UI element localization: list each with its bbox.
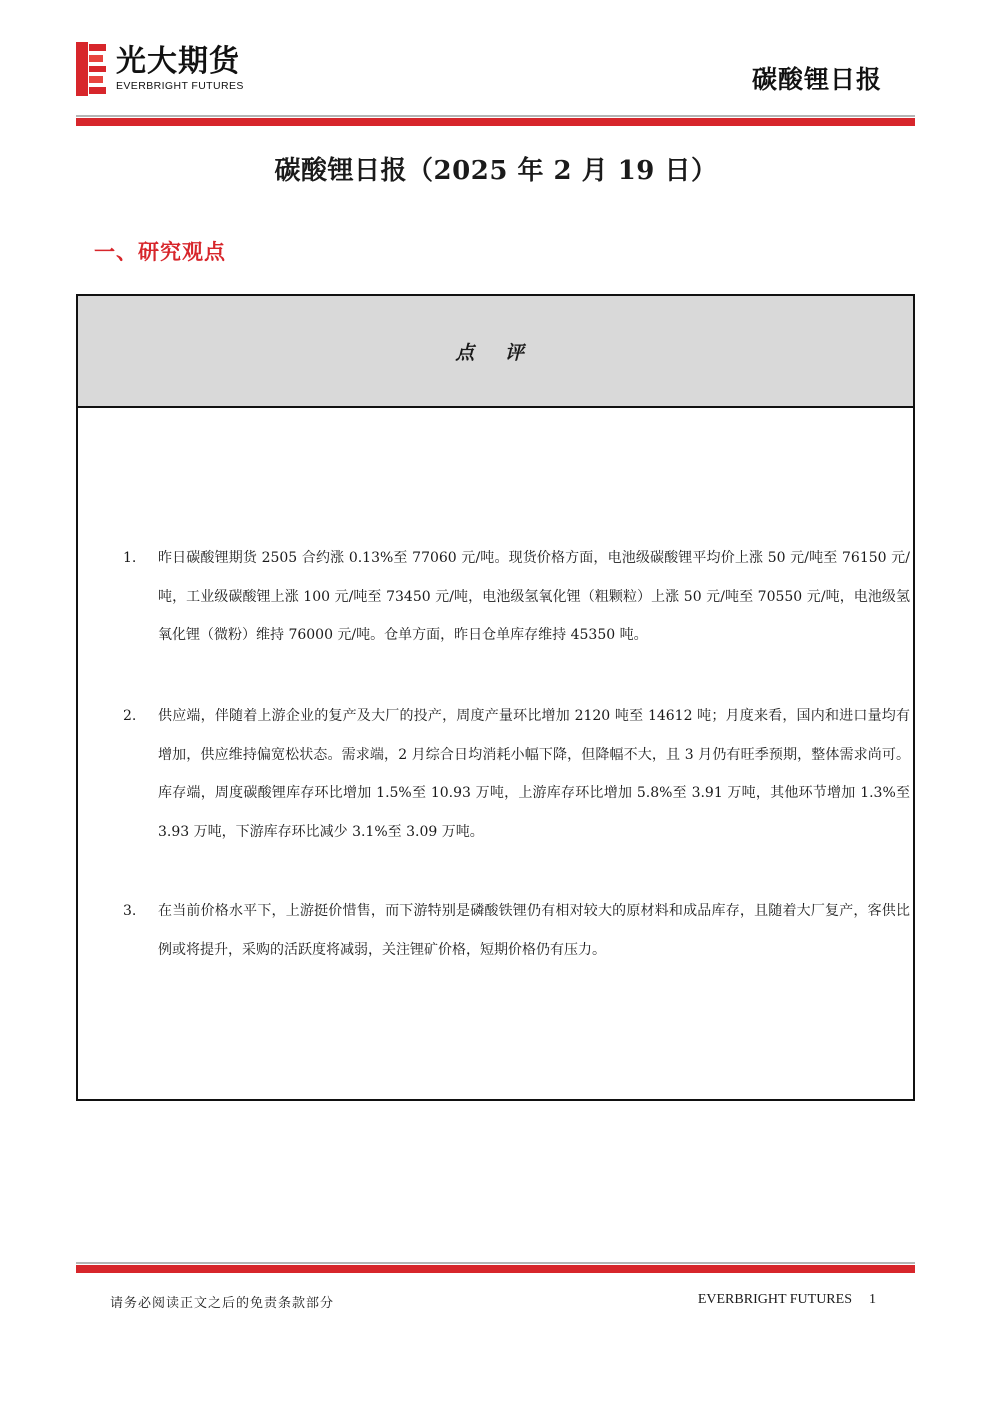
section-heading: 一、研究观点	[94, 240, 226, 264]
document-title: 碳酸锂日报（2025 年 2 月 19 日）	[274, 156, 718, 186]
logo-english-name: EVERBRIGHT FUTURES	[116, 80, 244, 92]
report-name: 碳酸锂日报	[751, 65, 882, 94]
comment-table	[76, 294, 915, 1101]
header-rule-thin	[76, 115, 915, 117]
point-text: 供应端，伴随着上游企业的复产及大厂的投产，周度产量环比增加 2120 吨至 14612 吨；月度来看，国内和进口量均有增加，供应维持偏宽松状态。需求端，2 月综合日均消耗小幅下降，但降幅不大，且 3 月仍有旺季预期，整体需求尚可。库存端，周度碳酸锂库存环比增加 1.5%至 10.93 万吨，上游库存环比增加 5.8%至 3.91 万吨，其他环节增加 1.3%至 3.93 万吨，下游库存环比减少 3.1%至 3.09 万吨。	[158, 708, 910, 840]
disclaimer-note: 请务必阅读正文之后的免责条款部分	[110, 1296, 335, 1311]
comment-header-label: 点 评	[455, 342, 536, 364]
point-number: 2.	[123, 708, 137, 724]
footer-rule-thin	[76, 1262, 915, 1264]
company-logo	[76, 42, 286, 98]
point-number: 1.	[123, 550, 137, 566]
footer-rule-thick	[76, 1265, 915, 1273]
logo-chinese-name: 光大期货	[116, 44, 240, 79]
point-number: 3.	[123, 903, 137, 919]
comment-table-header	[78, 296, 913, 408]
point-text: 昨日碳酸锂期货 2505 合约涨 0.13%至 77060 元/吨。现货价格方面，电池级碳酸锂平均价上涨 50 元/吨至 76150 元/吨，工业级碳酸锂上涨 100 元/吨至 73450 元/吨，电池级氢氧化锂（粗颗粒）上涨 50 元/吨至 70550 元/吨，电池级氢氧化锂（微粉）维持 76000 元/吨。仓单方面，昨日仓单库存维持 45350 吨。	[158, 550, 910, 643]
header-rule-thick	[76, 118, 915, 126]
footer-brand: EVERBRIGHT FUTURES	[697, 1292, 852, 1307]
point-text: 在当前价格水平下，上游挺价惜售，而下游特别是磷酸铁锂仍有相对较大的原材料和成品库存，且随着大厂复产，客供比例或将提升，采购的活跃度将减弱，关注锂矿价格，短期价格仍有压力。	[158, 903, 910, 958]
everbright-e-logo-icon	[76, 42, 106, 96]
page-number: 1	[869, 1292, 876, 1307]
